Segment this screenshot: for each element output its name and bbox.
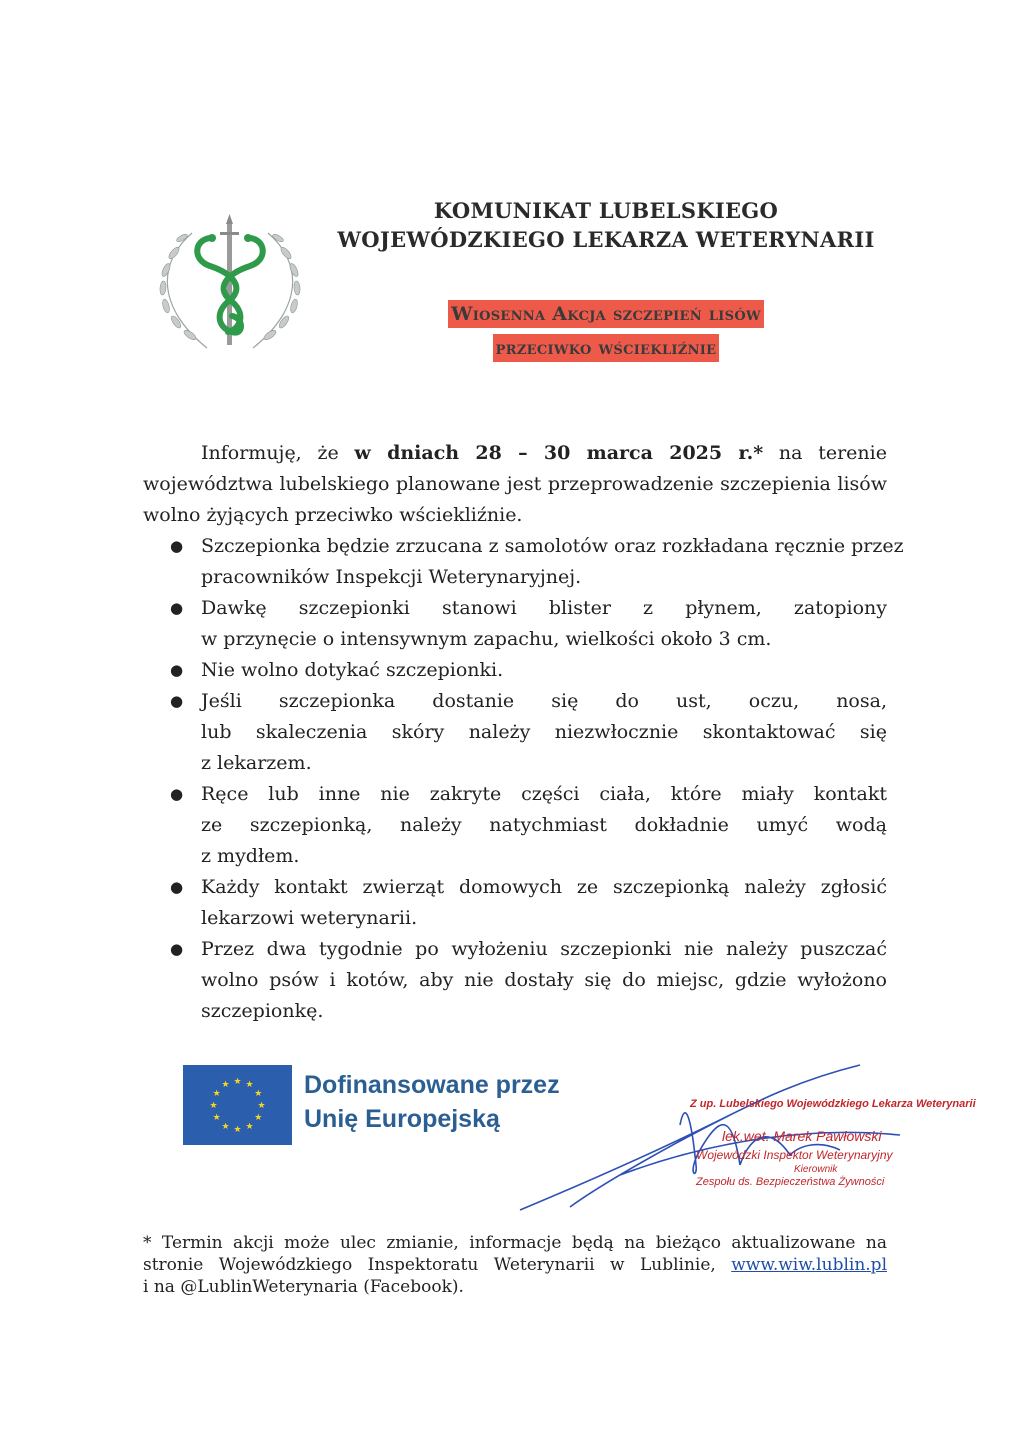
footnote-line-2-text: stronie Wojewódzkiego Inspektoratu Weterynarii w Lublinie, bbox=[143, 1255, 732, 1275]
list-item-line: Każdy kontakt zwierząt domowych ze szczepionką należy zgłosić bbox=[201, 876, 887, 898]
list-item-line: z lekarzem. bbox=[201, 752, 312, 774]
eu-star-icon: ★ bbox=[254, 1089, 263, 1099]
campaign-banner bbox=[392, 300, 820, 368]
intro-lead: Informuję, że bbox=[201, 442, 355, 464]
list-item bbox=[143, 779, 887, 872]
title-line-2: WOJEWÓDZKIEGO LEKARZA WETERYNARII bbox=[337, 227, 875, 252]
eu-star-icon: ★ bbox=[221, 1121, 230, 1132]
list-item-line: Dawkę szczepionki stanowi blister z płynem, zatopiony bbox=[201, 597, 887, 619]
banner-line-2: przeciwko wściekliźnie bbox=[493, 334, 720, 362]
list-item bbox=[143, 934, 887, 1027]
footnote bbox=[143, 1232, 887, 1298]
footnote-line-2 bbox=[143, 1254, 887, 1276]
eu-star-icon: ★ bbox=[257, 1101, 266, 1111]
bullet-icon: ● bbox=[170, 537, 184, 555]
official-stamp-signature bbox=[500, 1055, 976, 1220]
eu-star-icon: ★ bbox=[212, 1089, 221, 1099]
footnote-line-3: i na @LublinWeterynaria (Facebook). bbox=[143, 1277, 464, 1297]
list-item-line: wolno psów i kotów, aby nie dostały się do miejsc, gdzie wyłożono bbox=[201, 969, 887, 991]
list-item-line: Przez dwa tygodnie po wyłożeniu szczepionki nie należy puszczać bbox=[201, 938, 887, 960]
footnote-line-1: * Termin akcji może ulec zmianie, informacje będą na bieżąco aktualizowane na bbox=[143, 1233, 887, 1253]
banner-line-1: Wiosenna Akcja szczepień lisów bbox=[448, 300, 764, 328]
bullet-icon: ● bbox=[170, 599, 184, 617]
stamp-line-4: Kierownik bbox=[794, 1164, 838, 1175]
list-item-line: pracowników Inspekcji Weterynaryjnej. bbox=[201, 566, 582, 588]
stamp-line-2: lek.wet. Marek Pawłowski bbox=[722, 1128, 882, 1144]
list-item-line: ze szczepionką, należy natychmiast dokładnie umyć wodą bbox=[201, 814, 887, 836]
list-item bbox=[143, 686, 887, 779]
stamp-line-3: Wojewódzki Inspektor Weterynaryjny bbox=[696, 1148, 893, 1162]
stamp-line-1: Z up. Lubelskiego Wojewódzkiego Lekarza Weterynarii bbox=[690, 1098, 976, 1110]
list-item-line: Jeśli szczepionka dostanie się do ust, oczu, nosa, bbox=[201, 690, 887, 712]
list-item bbox=[143, 872, 887, 934]
list-item-line: Nie wolno dotykać szczepionki. bbox=[201, 659, 504, 681]
instructions-list bbox=[143, 531, 904, 1027]
intro-line-3: wolno żyjących przeciwko wściekliźnie. bbox=[143, 504, 523, 526]
list-item-line: lekarzowi weterynarii. bbox=[201, 907, 418, 929]
bullet-icon: ● bbox=[170, 878, 184, 896]
eu-star-icon: ★ bbox=[233, 1077, 242, 1087]
website-link[interactable]: www.wiw.lublin.pl bbox=[731, 1255, 887, 1275]
eu-star-icon: ★ bbox=[221, 1080, 230, 1091]
eu-star-icon: ★ bbox=[245, 1121, 254, 1132]
eu-star-icon: ★ bbox=[233, 1125, 242, 1135]
eu-star-icon: ★ bbox=[212, 1113, 221, 1123]
veterinary-inspection-logo bbox=[152, 208, 308, 360]
campaign-dates: w dniach 28 – 30 marca 2025 r.* bbox=[354, 442, 764, 464]
eu-funding-line-2: Unię Europejską bbox=[304, 1105, 500, 1133]
eu-star-icon: ★ bbox=[209, 1101, 218, 1111]
list-item-line: Ręce lub inne nie zakryte części ciała, które miały kontakt bbox=[201, 783, 887, 805]
bullet-icon: ● bbox=[170, 940, 184, 958]
eu-star-icon: ★ bbox=[245, 1080, 254, 1091]
intro-paragraph bbox=[143, 438, 887, 531]
eu-star-icon: ★ bbox=[254, 1113, 263, 1123]
bullet-icon: ● bbox=[170, 661, 184, 679]
list-item-line: Szczepionka będzie zrzucana z samolotów oraz rozkładana ręcznie przez bbox=[201, 535, 904, 557]
list-item-line: w przynęcie o intensywnym zapachu, wielkości około 3 cm. bbox=[201, 628, 772, 650]
intro-line-1 bbox=[143, 438, 887, 469]
list-item-line: szczepionkę. bbox=[201, 1000, 324, 1022]
list-item-line: z mydłem. bbox=[201, 845, 300, 867]
bullet-icon: ● bbox=[170, 692, 184, 710]
eu-funding-line-1: Dofinansowane przez bbox=[304, 1071, 560, 1099]
list-item bbox=[143, 593, 887, 655]
document-title bbox=[330, 196, 882, 254]
eu-flag-icon bbox=[183, 1065, 292, 1145]
intro-after-dates: na terenie bbox=[763, 442, 887, 464]
bullet-icon: ● bbox=[170, 785, 184, 803]
stamp-line-5: Zespołu ds. Bezpieczeństwa Żywności bbox=[696, 1176, 885, 1188]
title-line-1: KOMUNIKAT LUBELSKIEGO bbox=[433, 198, 779, 223]
intro-line-2: województwa lubelskiego planowane jest przeprowadzenie szczepienia lisów bbox=[143, 473, 887, 495]
list-item bbox=[143, 655, 887, 686]
list-item bbox=[143, 531, 904, 593]
list-item-line: lub skaleczenia skóry należy niezwłocznie skontaktować się bbox=[201, 721, 887, 743]
